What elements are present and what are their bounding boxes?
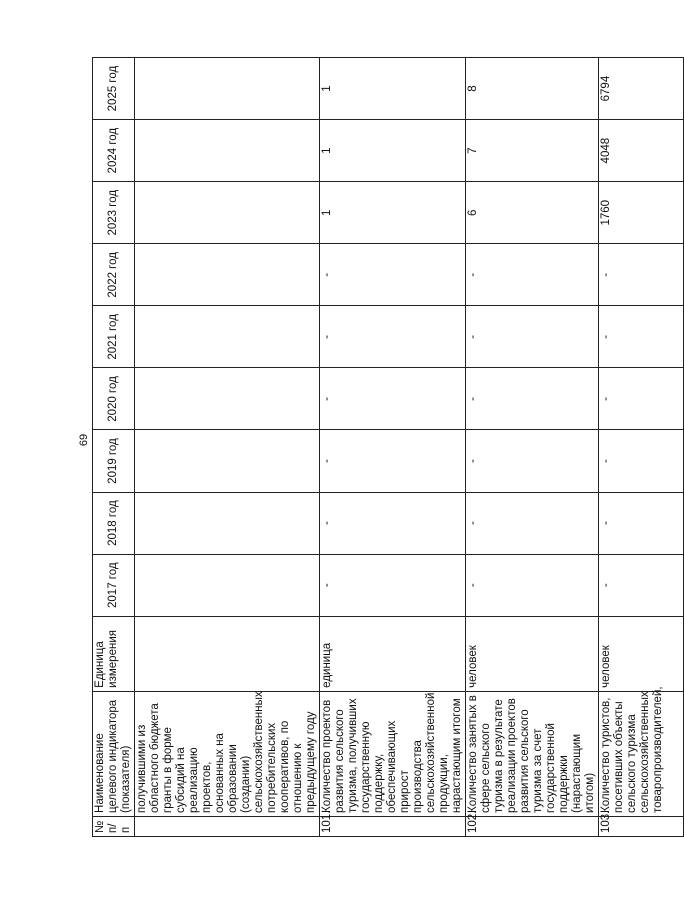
table-header-row <box>93 58 135 837</box>
row-name: Количество занятых в сфере сельского туризма в результате реализации проектов развития сельского туризма за счет государственной поддержки (нарастающим итогом) <box>466 691 599 816</box>
header-unit: Единица измерения <box>93 616 135 691</box>
row-value: - <box>466 306 599 368</box>
row-value <box>135 430 320 492</box>
row-value: 6 <box>466 182 599 244</box>
row-value: 1 <box>320 182 466 244</box>
row-unit: человек <box>466 616 599 691</box>
row-value: - <box>320 492 466 554</box>
row-value: - <box>466 368 599 430</box>
row-num: 103. <box>599 816 684 836</box>
row-value: 1 <box>320 58 466 120</box>
row-value: - <box>466 244 599 306</box>
row-value: - <box>599 554 684 616</box>
page-number: 69 <box>78 433 90 447</box>
row-num: 102. <box>466 816 599 836</box>
row-unit <box>135 616 320 691</box>
indicator-table <box>92 57 684 837</box>
table-row <box>599 58 684 837</box>
header-year: 2019 год <box>93 430 135 492</box>
row-value <box>135 368 320 430</box>
row-value <box>135 120 320 182</box>
row-name: получившими из областного бюджета гранты в форме субсидий на реализацию проектов, основанных на образовании (создании) сельскохозяйственных потребительских кооперативов, по отношению к предыдущему году <box>135 691 320 816</box>
header-year: 2024 год <box>93 120 135 182</box>
table-row <box>466 58 599 837</box>
header-name: Наименование целевого индикатора (показателя) <box>93 691 135 816</box>
row-value: 1760 <box>599 182 684 244</box>
row-value: - <box>599 244 684 306</box>
row-value <box>135 306 320 368</box>
row-name: Количество туристов, посетивших объекты сельского туризма сельскохозяйственных товаропроизводителей, <box>599 691 684 816</box>
row-value: - <box>466 554 599 616</box>
header-year: 2022 год <box>93 244 135 306</box>
row-value: - <box>466 430 599 492</box>
header-num: № п/п <box>93 816 135 836</box>
row-unit: человек <box>599 616 684 691</box>
row-value <box>135 492 320 554</box>
row-value: - <box>320 430 466 492</box>
row-value: - <box>466 492 599 554</box>
row-value: - <box>599 306 684 368</box>
row-value: - <box>599 492 684 554</box>
row-value: 8 <box>466 58 599 120</box>
row-value: - <box>599 368 684 430</box>
row-value: 7 <box>466 120 599 182</box>
row-unit: единица <box>320 616 466 691</box>
row-value: 4048 <box>599 120 684 182</box>
row-value <box>135 244 320 306</box>
row-value: - <box>320 306 466 368</box>
row-value <box>135 182 320 244</box>
header-year: 2018 год <box>93 492 135 554</box>
header-year: 2025 год <box>93 58 135 120</box>
header-year: 2017 год <box>93 554 135 616</box>
header-year: 2021 год <box>93 306 135 368</box>
row-value: - <box>320 244 466 306</box>
row-name: Количество проектов развития сельского туризма, получивших государственную поддержку, обеспечивающих прирост производства сельскохозяйственной продукции, нарастающим итогом <box>320 691 466 816</box>
header-year: 2020 год <box>93 368 135 430</box>
row-value: - <box>599 430 684 492</box>
rotated-table-container <box>92 57 664 837</box>
row-value: - <box>320 368 466 430</box>
row-value: 6794 <box>599 58 684 120</box>
row-num: 101. <box>320 816 466 836</box>
row-num <box>135 816 320 836</box>
row-value: 1 <box>320 120 466 182</box>
table-row <box>135 58 320 837</box>
table-row <box>320 58 466 837</box>
header-year: 2023 год <box>93 182 135 244</box>
row-value <box>135 58 320 120</box>
row-value <box>135 554 320 616</box>
row-value: - <box>320 554 466 616</box>
